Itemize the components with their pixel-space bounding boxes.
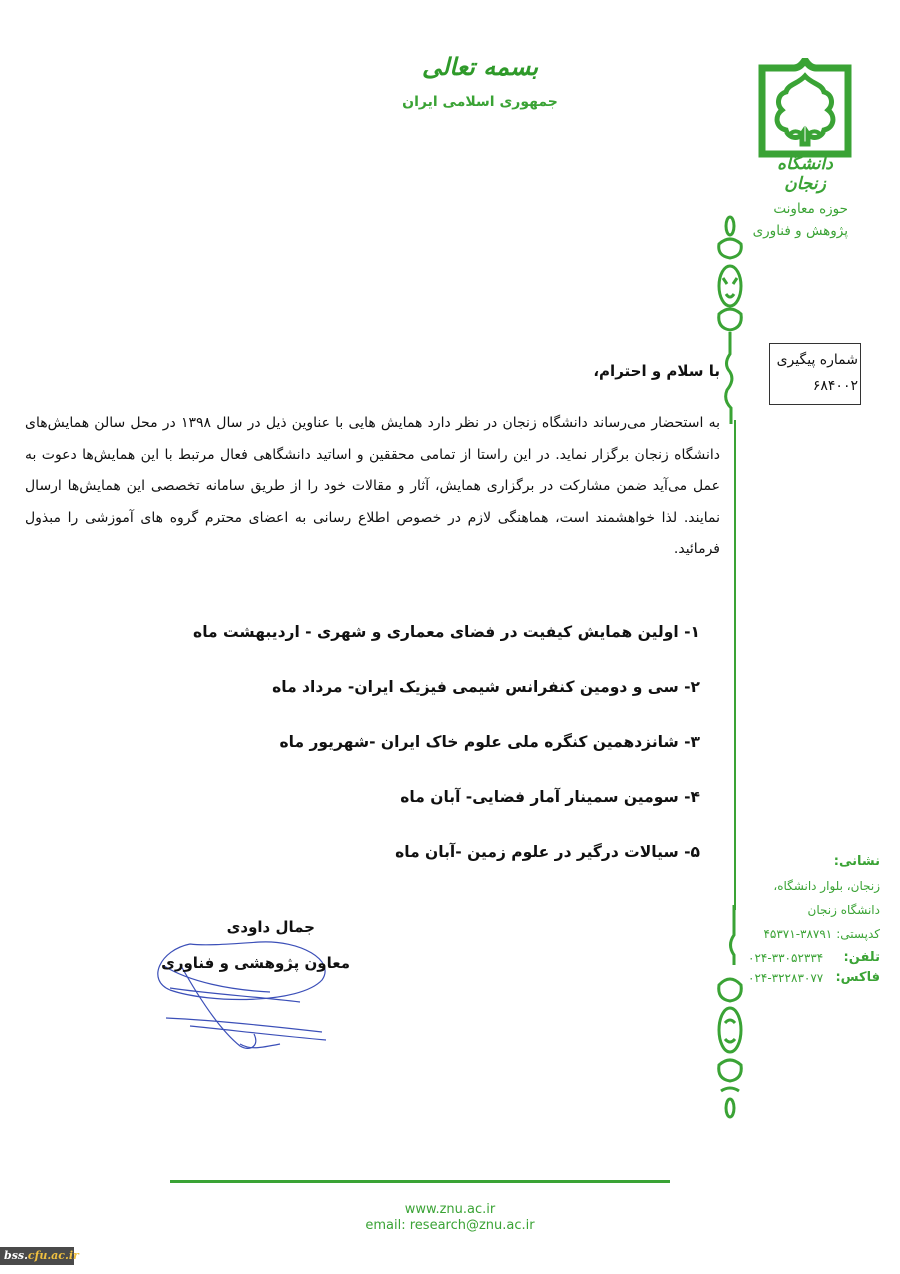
email-link[interactable]: email: research@znu.ac.ir (365, 1218, 535, 1233)
signatory-name: جمال داودی (226, 918, 315, 936)
university-name: دانشگاه زنجان (777, 154, 833, 194)
address-line-2: دانشگاه زنجان (807, 903, 880, 917)
watermark-domain: cfu.ac.ir (27, 1249, 79, 1262)
footer-divider (170, 1180, 670, 1183)
events-list (160, 620, 700, 895)
website-link[interactable]: www.znu.ac.ir (404, 1202, 496, 1217)
phone-number: ۰۲۴-۳۳۰۵۲۳۳۴ (748, 951, 824, 965)
signatory-title: معاون پژوهشی و فناوری (161, 954, 350, 972)
department-line-1: حوزه معاونت (773, 201, 848, 217)
fax-row (748, 968, 880, 988)
event-item-4: ۴- سومین سمینار آمار فضایی- آبان ماه (400, 788, 700, 806)
department-name (730, 198, 848, 242)
university-logo (758, 58, 852, 194)
fax-label: فاکس: (835, 970, 880, 985)
tracking-number-box (769, 343, 861, 405)
handwritten-signature-icon (150, 920, 360, 1060)
phone-row (748, 948, 880, 968)
letter-body: به استحضار می‌رساند دانشگاه زنجان در نظر دارد همایش هایی با عناوین ذیل در سال ۱۳۹۸ در محل سالن همایش‌های دانشگاه زنجان برگزار نماید. در این راستا از تمامی محققین و اساتید دانشگاهی فعال مرتبط با این همایش‌ها دعوت به عمل می‌آید ضمن مشارکت در برگزاری همایش، آثار و مقالات خود را از طریق سامانه تخصصی این همایش‌ها ارسال نمایند. لذا خواهشمند است، هماهنگی لازم در خصوص اطلاع رسانی به اعضای محترم گروه های آموزشی را مبذول فرمائید. (25, 415, 720, 557)
event-item-1: ۱- اولین همایش کیفیت در فضای معماری و شهری - اردیبهشت ماه (193, 623, 700, 641)
source-watermark (0, 1247, 79, 1265)
ornament-bottom-icon (713, 905, 747, 1120)
postal-row (748, 924, 880, 944)
address-label: نشانی: (833, 854, 880, 869)
event-item-2: ۲- سی و دومین کنفرانس شیمی فیزیک ایران- مرداد ماه (272, 678, 700, 696)
tracking-number: ۶۸۴۰۰۲ (812, 378, 858, 394)
address-line-1: زنجان، بلوار دانشگاه، (773, 879, 880, 893)
footer-contact (300, 1202, 600, 1234)
salutation: با سلام و احترام، (593, 362, 720, 380)
phone-label: تلفن: (843, 950, 880, 965)
basmala-heading: بسمه تعالی (421, 52, 539, 81)
postal-label: کدپستی: (836, 927, 880, 941)
postal-code: ۴۵۳۷۱-۳۸۷۹۱ (763, 927, 833, 941)
vertical-border-line (734, 420, 736, 910)
watermark-prefix: bss. (4, 1249, 28, 1262)
republic-heading: جمهوری اسلامی ایران (402, 94, 558, 110)
ornament-top-icon (713, 214, 747, 424)
fax-number: ۰۲۴-۳۲۲۸۳۰۷۷ (748, 971, 824, 985)
contact-info (748, 852, 880, 988)
event-item-5: ۵- سیالات درگیر در علوم زمین -آبان ماه (395, 843, 700, 861)
event-item-3: ۳- شانزدهمین کنگره ملی علوم خاک ایران -شهریور ماه (279, 733, 700, 751)
department-line-2: پژوهش و فناوری (752, 223, 848, 239)
tracking-label: شماره پیگیری (776, 352, 858, 368)
